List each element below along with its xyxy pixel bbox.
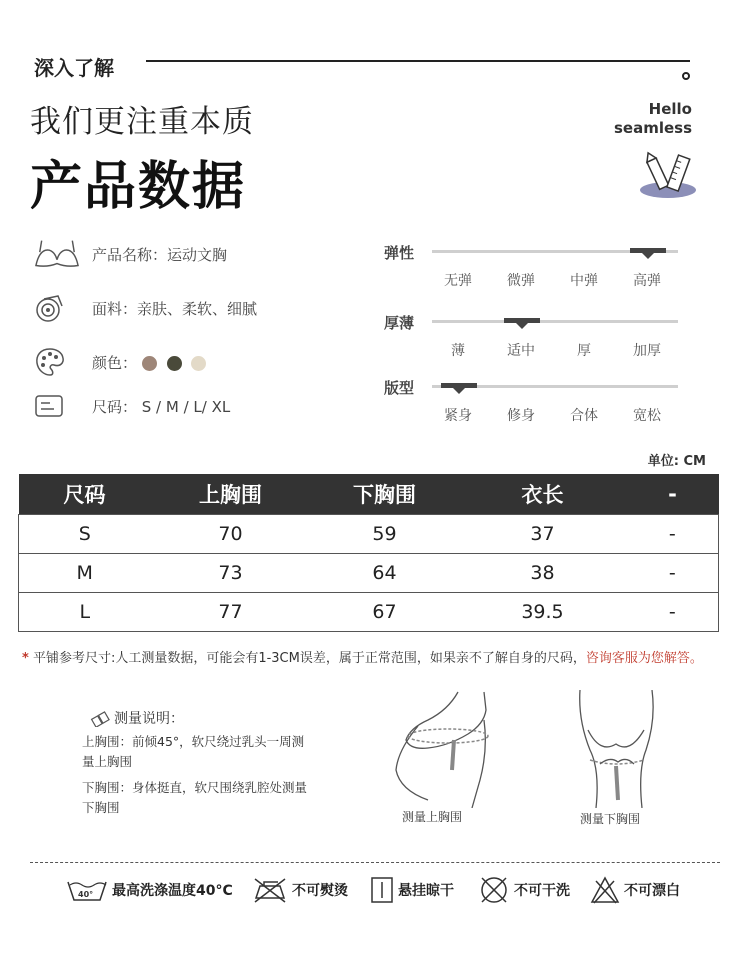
hello-line-1: Hello xyxy=(648,100,692,118)
rating-option: 中弹 xyxy=(570,273,598,289)
size-table-header xyxy=(19,474,719,514)
rating-bar xyxy=(432,320,678,323)
size-note xyxy=(22,647,703,666)
rating-label: 厚薄 xyxy=(384,314,415,332)
product-name: 产品名称：运动文胸 xyxy=(92,245,228,264)
header-extra: - xyxy=(627,474,719,514)
measure-lower-desc: 下胸围：身体挺直，软尺围绕乳腔处测量下胸围 xyxy=(82,780,308,815)
tape-icon xyxy=(90,709,110,727)
rating-option: 宽松 xyxy=(633,408,661,424)
table-row xyxy=(19,592,719,631)
care-bleach-label: 不可漂白 xyxy=(624,883,680,899)
care-wash-label: 最高洗涤温度40°C xyxy=(112,883,233,899)
unit-label: 单位: CM xyxy=(647,454,706,469)
table-cell: 39.5 xyxy=(459,592,627,631)
info-name-row xyxy=(34,238,227,270)
note-text: 平铺参考尺寸:人工测量数据，可能会有1-3CM误差，属于正常范围，如果亲不了解自身的尺码， xyxy=(28,651,586,666)
table-cell: - xyxy=(627,514,719,553)
no-iron-icon xyxy=(252,876,288,904)
info-color-row xyxy=(34,346,211,378)
table-cell: 73 xyxy=(151,553,311,592)
color-swatch-3 xyxy=(191,356,206,371)
page-title: 产品数据 xyxy=(30,157,247,217)
no-dryclean-icon xyxy=(478,875,510,905)
header-under-bust: 下胸围 xyxy=(311,474,459,514)
rating-option: 厚 xyxy=(577,343,591,359)
rating-bar xyxy=(432,385,678,388)
under-bust-caption: 测量下胸围 xyxy=(580,812,641,826)
rating-label: 版型 xyxy=(384,379,415,397)
table-cell: 70 xyxy=(151,514,311,553)
size-tag-icon xyxy=(34,390,80,422)
hang-dry-icon xyxy=(370,876,394,904)
upper-bust-figure xyxy=(388,690,508,808)
table-cell: 77 xyxy=(151,592,311,631)
product-fabric: 面料：亲肤、柔软、细腻 xyxy=(92,299,258,318)
rating-option: 修身 xyxy=(507,408,535,424)
table-cell: M xyxy=(19,553,151,592)
table-cell: - xyxy=(627,553,719,592)
info-fabric-row xyxy=(34,292,257,324)
rating-marker xyxy=(441,383,477,388)
color-label: 颜色： xyxy=(92,353,138,372)
care-wash xyxy=(66,874,233,906)
page-subtitle: 我们更注重本质 xyxy=(30,104,254,140)
rating-option: 合体 xyxy=(570,408,598,424)
care-bleach xyxy=(590,874,680,906)
header-upper-bust: 上胸围 xyxy=(151,474,311,514)
wash-icon-text: 40° xyxy=(78,890,94,899)
product-sizes: 尺码： S / M / L/ XL xyxy=(92,397,231,416)
header-length: 衣长 xyxy=(459,474,627,514)
care-iron xyxy=(252,874,348,906)
table-row xyxy=(19,514,719,553)
color-swatch-1 xyxy=(142,356,157,371)
rating-marker xyxy=(630,248,666,253)
measure-upper-desc: 上胸围：前倾45°，软尺绕过乳头一周测量上胸围 xyxy=(82,734,305,769)
rating-option: 紧身 xyxy=(444,408,472,424)
table-cell: 67 xyxy=(311,592,459,631)
rating-option: 适中 xyxy=(507,343,535,359)
palette-icon xyxy=(34,346,80,378)
wash-40-icon xyxy=(66,876,108,904)
care-hang xyxy=(370,874,454,906)
no-bleach-icon xyxy=(590,875,620,905)
table-cell: 64 xyxy=(311,553,459,592)
table-cell: - xyxy=(627,592,719,631)
rating-option: 加厚 xyxy=(633,343,661,359)
under-bust-figure xyxy=(560,690,670,808)
section-heading: 深入了解 xyxy=(34,56,114,80)
ruler-pen-icon xyxy=(638,150,698,202)
rating-marker xyxy=(504,318,540,323)
measure-title-row xyxy=(90,708,184,728)
rating-option: 微弹 xyxy=(507,273,535,289)
rating-label: 弹性 xyxy=(384,244,415,262)
color-swatch-2 xyxy=(167,356,182,371)
table-cell: 37 xyxy=(459,514,627,553)
care-divider xyxy=(30,862,720,863)
header-divider xyxy=(146,60,690,62)
rating-option: 无弹 xyxy=(444,273,472,289)
table-cell: 59 xyxy=(311,514,459,553)
rating-option: 薄 xyxy=(451,343,465,359)
header-size: 尺码 xyxy=(19,474,151,514)
hello-line-2: seamless xyxy=(613,119,692,137)
hello-tagline xyxy=(614,100,692,138)
bra-icon xyxy=(34,238,80,270)
care-dryclean-label: 不可干洗 xyxy=(514,883,570,899)
rating-option: 高弹 xyxy=(633,273,661,289)
header-dot xyxy=(682,72,690,80)
note-star: * xyxy=(22,651,29,666)
table-cell: 38 xyxy=(459,553,627,592)
upper-bust-caption: 测量上胸围 xyxy=(402,810,463,824)
color-row-content xyxy=(92,352,211,373)
table-cell: L xyxy=(19,592,151,631)
fabric-roll-icon xyxy=(34,292,80,324)
note-contact: 咨询客服为您解答。 xyxy=(585,651,703,666)
rating-bar xyxy=(432,250,678,253)
info-size-row xyxy=(34,390,230,422)
care-hang-label: 悬挂晾干 xyxy=(398,883,454,899)
table-cell: S xyxy=(19,514,151,553)
care-dryclean xyxy=(478,874,570,906)
table-row xyxy=(19,553,719,592)
care-iron-label: 不可熨烫 xyxy=(292,883,348,899)
measure-title: 测量说明： xyxy=(114,711,184,727)
size-table xyxy=(18,474,719,632)
